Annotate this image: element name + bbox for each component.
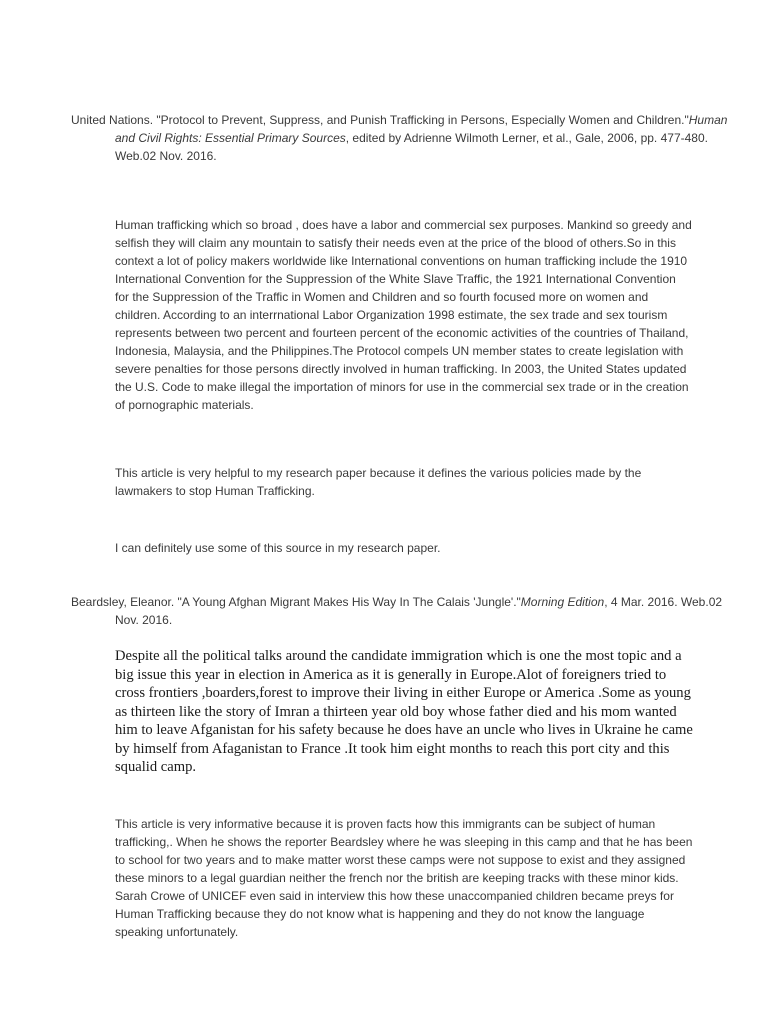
citation-source-title: Morning Edition bbox=[520, 595, 605, 609]
evaluation-paragraph: This article is very informative because it is proven facts how this immigrants can be subject of human trafficking,. When he shows the reporter Beardsley where he was sleeping in this camp and that he has been to school for two years and to make matter worst these camps were not suppose to exist and they assigned these minors to a legal guardian neither the french nor the british are keeping tracks with these minor kids. Sarah Crowe of UNICEF even said in interview this how these unaccompanied children became preys for Human Trafficking because they do not know what is happening and they do not know the language speaking unfortunately. bbox=[115, 817, 693, 939]
citation-united-nations bbox=[71, 111, 741, 165]
summary-paragraph-serif: Despite all the political talks around the candidate immigration which is one the most topic and a big issue this year in election in America as it is generally in Europe.Alot of foreigners tried to cross frontiers ,boarders,forest to improve their living in either Europe or America .Some as young as thirteen like the story of Imran a thirteen year old boy whose father died and his mom wanted him to leave Afganistan for his safety because he does have an uncle who lives in Ukraine he came by himself from Afaganistan to France .It took him eight months to reach this port city and this squalid camp. bbox=[115, 648, 693, 775]
citation-publication-details: , 4 Mar. 2016. Web.02 Nov. 2016. bbox=[115, 595, 723, 627]
usage-paragraph: I can definitely use some of this source in my research paper. bbox=[115, 541, 441, 555]
citation-author-title: United Nations. "Protocol to Prevent, Suppress, and Punish Trafficking in Persons, Especially Women and Children." bbox=[71, 113, 689, 127]
citation-publication-details: , edited by Adrienne Wilmoth Lerner, et al., Gale, 2006, pp. 477-480. Web.02 Nov. 2016. bbox=[115, 131, 708, 163]
citation-source-title: Human and Civil Rights: Essential Primary Sources bbox=[115, 113, 728, 145]
summary-paragraph: Human trafficking which so broad , does have a labor and commercial sex purposes. Mankind so greedy and selfish they will claim any mountain to satisfy their needs even at the price of the blood of others.So in this context a lot of policy makers worldwide like International conventions on human trafficking include the 1910 International Convention for the Suppression of the White Slave Traffic, the 1921 International Convention for the Suppression of the Traffic in Women and Children and so fourth focused more on women and children. According to an interrnational Labor Organization 1998 estimate, the sex trade and sex tourism represents between two percent and fourteen percent of the economic activities of the countries of Thailand, Indonesia, Malaysia, and the Philippines.The Protocol compels UN member states to create legislation with severe penalties for those persons directly involved in human trafficking. In 2003, the United States updated the U.S. Code to make illegal the importation of minors for use in the commercial sex trade or in the creation of pornographic materials. bbox=[115, 218, 692, 412]
citation-beardsley bbox=[71, 593, 741, 629]
evaluation-paragraph: This article is very helpful to my research paper because it defines the various policies made by the lawmakers to stop Human Trafficking. bbox=[115, 466, 642, 498]
citation-author-title: Beardsley, Eleanor. "A Young Afghan Migrant Makes His Way In The Calais 'Jungle'." bbox=[71, 595, 521, 609]
